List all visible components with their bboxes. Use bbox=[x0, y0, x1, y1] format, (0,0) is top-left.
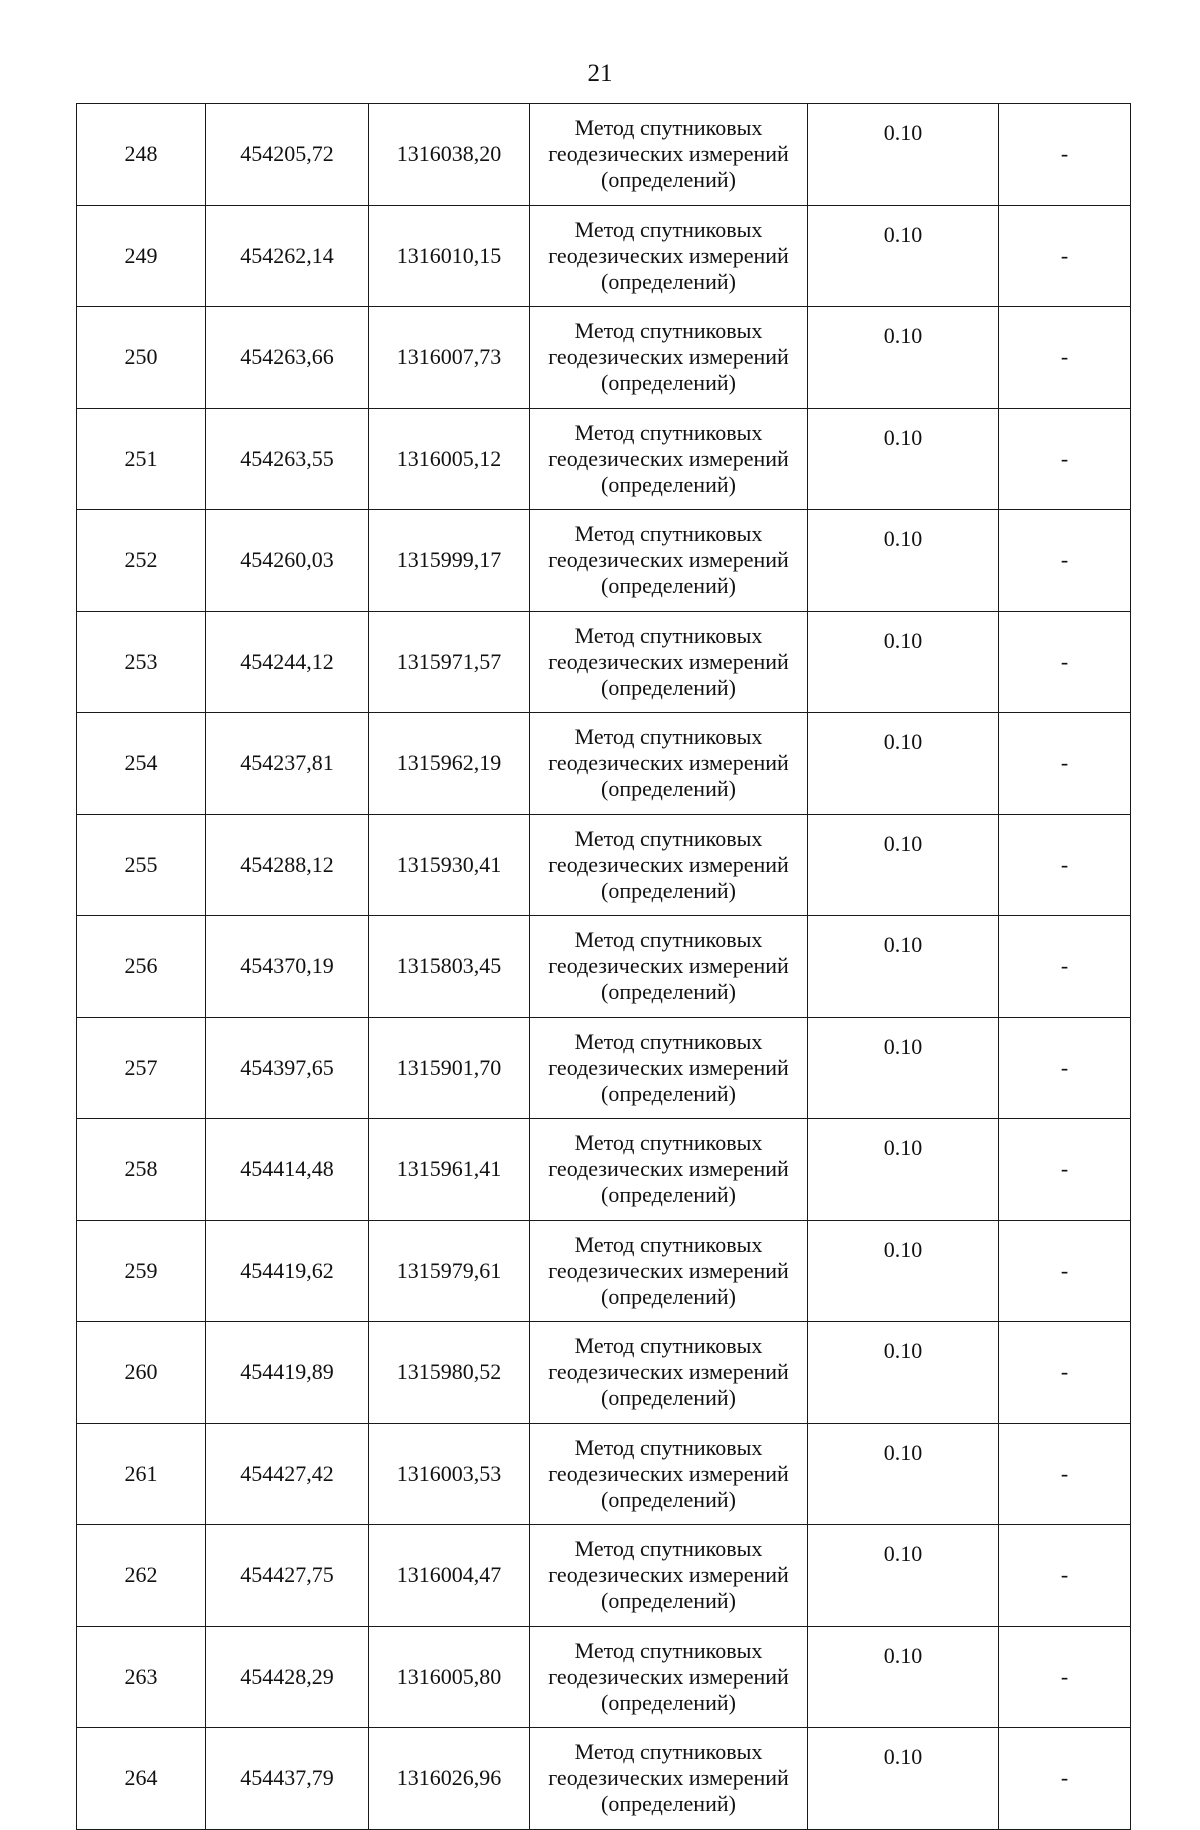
point-number-cell: 263 bbox=[77, 1626, 206, 1728]
table-row bbox=[77, 1220, 1131, 1322]
method-cell bbox=[530, 1220, 808, 1322]
accuracy-cell: 0.10 bbox=[808, 1423, 999, 1525]
method-text-line: (определений) bbox=[601, 776, 736, 802]
accuracy-cell: 0.10 bbox=[808, 1119, 999, 1221]
point-number-cell: 254 bbox=[77, 713, 206, 815]
method-text-line: геодезических измерений bbox=[548, 1359, 789, 1385]
method-cell bbox=[530, 510, 808, 612]
method-cell bbox=[530, 307, 808, 409]
y-coordinate-cell: 1316005,80 bbox=[369, 1626, 530, 1728]
method-cell bbox=[530, 1728, 808, 1830]
method-text-line: геодезических измерений bbox=[548, 1765, 789, 1791]
table-row bbox=[77, 611, 1131, 713]
method-text-line: геодезических измерений bbox=[548, 344, 789, 370]
method-text-line: Метод спутниковых bbox=[574, 1333, 763, 1359]
x-coordinate-cell: 454437,79 bbox=[206, 1728, 369, 1830]
table-row bbox=[77, 1525, 1131, 1627]
extra-cell: - bbox=[999, 814, 1131, 916]
x-coordinate-cell: 454244,12 bbox=[206, 611, 369, 713]
method-text-line: Метод спутниковых bbox=[574, 1739, 763, 1765]
method-text-line: (определений) bbox=[601, 1791, 736, 1817]
method-text-line: геодезических измерений bbox=[548, 1257, 789, 1283]
x-coordinate-cell: 454263,55 bbox=[206, 408, 369, 510]
x-coordinate-cell: 454414,48 bbox=[206, 1119, 369, 1221]
extra-cell: - bbox=[999, 1423, 1131, 1525]
table-row bbox=[77, 1423, 1131, 1525]
table-row bbox=[77, 104, 1131, 206]
x-coordinate-cell: 454427,75 bbox=[206, 1525, 369, 1627]
y-coordinate-cell: 1315979,61 bbox=[369, 1220, 530, 1322]
method-cell bbox=[530, 916, 808, 1018]
method-text-line: Метод спутниковых bbox=[574, 927, 763, 953]
y-coordinate-cell: 1316004,47 bbox=[369, 1525, 530, 1627]
method-cell bbox=[530, 713, 808, 815]
extra-cell: - bbox=[999, 713, 1131, 815]
method-text-line: (определений) bbox=[601, 471, 736, 497]
method-text-line: геодезических измерений bbox=[548, 445, 789, 471]
method-text-line: Метод спутниковых bbox=[574, 1434, 763, 1460]
method-text-line: (определений) bbox=[601, 1385, 736, 1411]
extra-cell: - bbox=[999, 1119, 1131, 1221]
table-row bbox=[77, 1728, 1131, 1830]
method-text-line: Метод спутниковых bbox=[574, 1637, 763, 1663]
accuracy-cell: 0.10 bbox=[808, 307, 999, 409]
y-coordinate-cell: 1316003,53 bbox=[369, 1423, 530, 1525]
x-coordinate-cell: 454419,89 bbox=[206, 1322, 369, 1424]
accuracy-cell: 0.10 bbox=[808, 205, 999, 307]
method-text-line: (определений) bbox=[601, 1689, 736, 1715]
method-cell bbox=[530, 408, 808, 510]
extra-cell: - bbox=[999, 205, 1131, 307]
method-text-line: геодезических измерений bbox=[548, 953, 789, 979]
point-number-cell: 258 bbox=[77, 1119, 206, 1221]
table-row bbox=[77, 1119, 1131, 1221]
method-cell bbox=[530, 611, 808, 713]
method-text-line: геодезических измерений bbox=[548, 648, 789, 674]
x-coordinate-cell: 454288,12 bbox=[206, 814, 369, 916]
method-text-line: (определений) bbox=[601, 573, 736, 599]
point-number-cell: 252 bbox=[77, 510, 206, 612]
x-coordinate-cell: 454262,14 bbox=[206, 205, 369, 307]
method-text-line: Метод спутниковых bbox=[574, 521, 763, 547]
accuracy-cell: 0.10 bbox=[808, 713, 999, 815]
extra-cell: - bbox=[999, 408, 1131, 510]
method-text-line: Метод спутниковых bbox=[574, 724, 763, 750]
method-text-line: Метод спутниковых bbox=[574, 1130, 763, 1156]
point-number-cell: 257 bbox=[77, 1017, 206, 1119]
table-row bbox=[77, 510, 1131, 612]
extra-cell: - bbox=[999, 1525, 1131, 1627]
point-number-cell: 253 bbox=[77, 611, 206, 713]
method-text-line: геодезических измерений bbox=[548, 1562, 789, 1588]
method-text-line: Метод спутниковых bbox=[574, 622, 763, 648]
point-number-cell: 259 bbox=[77, 1220, 206, 1322]
extra-cell: - bbox=[999, 1322, 1131, 1424]
y-coordinate-cell: 1315901,70 bbox=[369, 1017, 530, 1119]
y-coordinate-cell: 1316005,12 bbox=[369, 408, 530, 510]
y-coordinate-cell: 1316010,15 bbox=[369, 205, 530, 307]
method-cell bbox=[530, 1626, 808, 1728]
table-row bbox=[77, 1017, 1131, 1119]
method-cell bbox=[530, 205, 808, 307]
extra-cell: - bbox=[999, 1728, 1131, 1830]
x-coordinate-cell: 454263,66 bbox=[206, 307, 369, 409]
method-cell bbox=[530, 1322, 808, 1424]
x-coordinate-cell: 454205,72 bbox=[206, 104, 369, 206]
method-text-line: геодезических измерений bbox=[548, 1054, 789, 1080]
y-coordinate-cell: 1315803,45 bbox=[369, 916, 530, 1018]
accuracy-cell: 0.10 bbox=[808, 1626, 999, 1728]
accuracy-cell: 0.10 bbox=[808, 408, 999, 510]
point-number-cell: 255 bbox=[77, 814, 206, 916]
method-cell bbox=[530, 1423, 808, 1525]
y-coordinate-cell: 1315930,41 bbox=[369, 814, 530, 916]
accuracy-cell: 0.10 bbox=[808, 1525, 999, 1627]
table-row bbox=[77, 307, 1131, 409]
method-text-line: Метод спутниковых bbox=[574, 115, 763, 141]
method-text-line: (определений) bbox=[601, 167, 736, 193]
method-text-line: Метод спутниковых bbox=[574, 1536, 763, 1562]
coordinates-table bbox=[76, 103, 1131, 1830]
method-text-line: геодезических измерений bbox=[548, 750, 789, 776]
method-text-line: Метод спутниковых bbox=[574, 1028, 763, 1054]
method-text-line: (определений) bbox=[601, 1182, 736, 1208]
y-coordinate-cell: 1315961,41 bbox=[369, 1119, 530, 1221]
x-coordinate-cell: 454419,62 bbox=[206, 1220, 369, 1322]
method-text-line: геодезических измерений bbox=[548, 851, 789, 877]
method-text-line: Метод спутниковых bbox=[574, 216, 763, 242]
x-coordinate-cell: 454260,03 bbox=[206, 510, 369, 612]
table-row bbox=[77, 205, 1131, 307]
extra-cell: - bbox=[999, 1220, 1131, 1322]
method-cell bbox=[530, 1017, 808, 1119]
table-row bbox=[77, 408, 1131, 510]
accuracy-cell: 0.10 bbox=[808, 510, 999, 612]
y-coordinate-cell: 1315999,17 bbox=[369, 510, 530, 612]
method-text-line: (определений) bbox=[601, 1080, 736, 1106]
point-number-cell: 248 bbox=[77, 104, 206, 206]
x-coordinate-cell: 454427,42 bbox=[206, 1423, 369, 1525]
accuracy-cell: 0.10 bbox=[808, 1322, 999, 1424]
point-number-cell: 262 bbox=[77, 1525, 206, 1627]
table-row bbox=[77, 916, 1131, 1018]
method-cell bbox=[530, 1119, 808, 1221]
point-number-cell: 251 bbox=[77, 408, 206, 510]
x-coordinate-cell: 454428,29 bbox=[206, 1626, 369, 1728]
y-coordinate-cell: 1316007,73 bbox=[369, 307, 530, 409]
accuracy-cell: 0.10 bbox=[808, 104, 999, 206]
accuracy-cell: 0.10 bbox=[808, 1220, 999, 1322]
point-number-cell: 260 bbox=[77, 1322, 206, 1424]
x-coordinate-cell: 454237,81 bbox=[206, 713, 369, 815]
table-row bbox=[77, 814, 1131, 916]
y-coordinate-cell: 1315971,57 bbox=[369, 611, 530, 713]
table-row bbox=[77, 1626, 1131, 1728]
table-row bbox=[77, 1322, 1131, 1424]
method-text-line: геодезических измерений bbox=[548, 1663, 789, 1689]
accuracy-cell: 0.10 bbox=[808, 1017, 999, 1119]
method-cell bbox=[530, 104, 808, 206]
x-coordinate-cell: 454397,65 bbox=[206, 1017, 369, 1119]
method-text-line: (определений) bbox=[601, 268, 736, 294]
table-row bbox=[77, 713, 1131, 815]
point-number-cell: 264 bbox=[77, 1728, 206, 1830]
accuracy-cell: 0.10 bbox=[808, 916, 999, 1018]
method-text-line: геодезических измерений bbox=[548, 141, 789, 167]
point-number-cell: 250 bbox=[77, 307, 206, 409]
y-coordinate-cell: 1315962,19 bbox=[369, 713, 530, 815]
method-text-line: Метод спутниковых bbox=[574, 825, 763, 851]
x-coordinate-cell: 454370,19 bbox=[206, 916, 369, 1018]
method-cell bbox=[530, 1525, 808, 1627]
method-text-line: (определений) bbox=[601, 1283, 736, 1309]
extra-cell: - bbox=[999, 1626, 1131, 1728]
point-number-cell: 261 bbox=[77, 1423, 206, 1525]
y-coordinate-cell: 1316026,96 bbox=[369, 1728, 530, 1830]
method-text-line: (определений) bbox=[601, 1486, 736, 1512]
method-text-line: геодезических измерений bbox=[548, 547, 789, 573]
point-number-cell: 256 bbox=[77, 916, 206, 1018]
method-text-line: геодезических измерений bbox=[548, 1460, 789, 1486]
accuracy-cell: 0.10 bbox=[808, 814, 999, 916]
page-number: 21 bbox=[587, 60, 613, 87]
method-text-line: (определений) bbox=[601, 979, 736, 1005]
method-text-line: (определений) bbox=[601, 1588, 736, 1614]
method-text-line: (определений) bbox=[601, 877, 736, 903]
method-text-line: Метод спутниковых bbox=[574, 419, 763, 445]
extra-cell: - bbox=[999, 307, 1131, 409]
method-text-line: (определений) bbox=[601, 674, 736, 700]
extra-cell: - bbox=[999, 104, 1131, 206]
method-text-line: геодезических измерений bbox=[548, 1156, 789, 1182]
y-coordinate-cell: 1316038,20 bbox=[369, 104, 530, 206]
method-text-line: Метод спутниковых bbox=[574, 318, 763, 344]
extra-cell: - bbox=[999, 916, 1131, 1018]
extra-cell: - bbox=[999, 510, 1131, 612]
point-number-cell: 249 bbox=[77, 205, 206, 307]
method-text-line: геодезических измерений bbox=[548, 242, 789, 268]
y-coordinate-cell: 1315980,52 bbox=[369, 1322, 530, 1424]
extra-cell: - bbox=[999, 1017, 1131, 1119]
extra-cell: - bbox=[999, 611, 1131, 713]
method-text-line: Метод спутниковых bbox=[574, 1231, 763, 1257]
coordinates-table-body bbox=[77, 104, 1131, 1830]
accuracy-cell: 0.10 bbox=[808, 611, 999, 713]
accuracy-cell: 0.10 bbox=[808, 1728, 999, 1830]
method-cell bbox=[530, 814, 808, 916]
method-text-line: (определений) bbox=[601, 370, 736, 396]
